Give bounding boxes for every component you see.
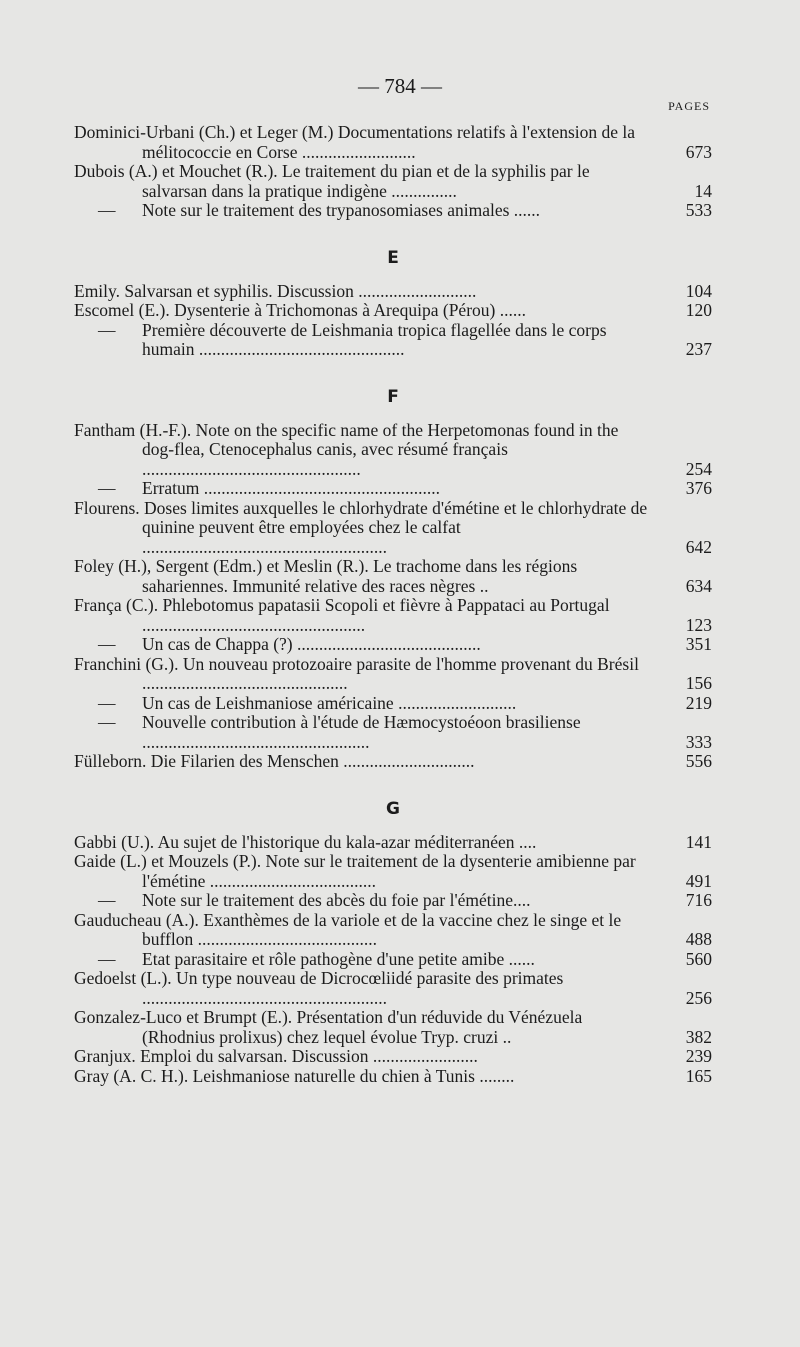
section-letter-heading: G [386,798,400,819]
index-entry-continuation [74,635,712,655]
index-entry [74,596,712,635]
entry-text: Gedoelst (L.). Un type nouveau de Dicrocœliidé parasite des primates ........................................................ [74,968,564,1008]
entry-text: — Erratum ...................................................... [98,478,440,498]
index-entry [74,301,712,321]
index-entry [74,911,712,950]
section-letter-heading: F [387,386,399,407]
index-entry-continuation [74,201,712,221]
entry-text: — Etat parasitaire et rôle pathogène d'une petite amibe ...... [98,948,535,969]
entry-text: Escomel (E.). Dysenterie à Trichomonas à Arequipa (Pérou) ...... [74,300,526,320]
index-entry [74,282,712,302]
index-entry [74,969,712,1008]
entry-text: Dominici-Urbani (Ch.) et Leger (M.) Documentations relatifs à l'extension de la mélitococcie en Corse .......................... [74,122,636,162]
entry-text: Franchini (G.). Un nouveau protozoaire parasite de l'homme provenant du Brésil ............................................... [74,653,639,693]
entry-page: 673 [685,141,712,162]
index-entry-continuation [74,891,712,911]
entry-page: 382 [685,1026,712,1047]
section-letter-heading: E [387,247,399,268]
entry-text: Flourens. Doses limites auxquelles le chlorhydrate d'émétine et le chlorhydrate de quinine peuvent être employées chez le calfat ........................................................ [74,497,648,557]
entry-page: 642 [685,536,712,557]
entry-page: 376 [685,478,712,498]
index-section-e [74,243,712,360]
entry-page: 120 [685,300,712,320]
entry-text: Foley (H.), Sergent (Edm.) et Meslin (R.). Le trachome dans les régions sahariennes. Immunité relative des races nègres .. [74,556,578,596]
entry-page: 156 [685,673,712,693]
entry-text: Gabbi (U.). Au sujet de l'historique du kala-azar méditerranéen .... [74,831,537,852]
entry-page: 488 [685,929,712,949]
entry-text: Gray (A. C. H.). Leishmaniose naturelle du chien à Tunis ........ [74,1065,515,1086]
entry-text: — Nouvelle contribution à l'étude de Hæmocystoéoon brasiliense .................................................... [98,712,581,752]
index-entry [74,1008,712,1047]
index-entry-continuation [74,713,712,752]
entry-text: — Note sur le traitement des trypanosomiases animales ...... [98,200,541,220]
entry-text: França (C.). Phlebotomus papatasii Scopoli et fièvre à Pappataci au Portugal ................................................... [74,595,610,635]
entry-text: — Un cas de Leishmaniose américaine ........................... [98,692,517,713]
entry-page: 491 [685,870,712,891]
index-entry-continuation [74,479,712,499]
entry-text: Fantham (H.-F.). Note on the specific name of the Herpetomonas found in the dog-flea, Ctenocephalus canis, avec résumé français .................................................. [74,419,619,479]
entry-page: 533 [685,200,712,220]
entry-text: Gaide (L.) et Mouzels (P.). Note sur le traitement de la dysenterie amibienne par l'émétine ...................................... [74,851,636,891]
entry-text: — Note sur le traitement des abcès du foie par l'émétine.... [98,890,531,910]
pages-column-label: PAGES [668,99,710,113]
index-entry-continuation [74,321,712,360]
entry-page: 14 [694,180,712,201]
entry-page: 141 [685,831,712,852]
index-entry [74,162,712,201]
index-entry [74,557,712,596]
index-entry [74,123,712,162]
entry-text: Fülleborn. Die Filarien des Menschen .............................. [74,751,475,771]
entry-text: Dubois (A.) et Mouchet (R.). Le traitement du pian et de la syphilis par le salvarsan dans la pratique indigène ............... [74,161,590,201]
entry-page: 351 [685,634,712,654]
entry-page: 104 [685,280,712,301]
entry-text: — Un cas de Chappa (?) .......................................... [98,634,481,654]
index-section-d [74,123,712,221]
entry-page: 716 [685,890,712,910]
entry-page: 165 [685,1065,712,1086]
index-entry [74,655,712,694]
entry-text: Gonzalez-Luco et Brumpt (E.). Présentation d'un réduvide du Vénézuela (Rhodnius prolixus) chez lequel évolue Tryp. cruzi .. [74,1007,583,1047]
index-entry-continuation [74,950,712,970]
entry-page: 123 [685,614,712,635]
entry-page: 239 [685,1046,712,1066]
entry-page: 219 [685,692,712,713]
page-number: — 784 — [358,74,442,98]
entry-page: 556 [685,751,712,771]
entry-text: Granjux. Emploi du salvarsan. Discussion ........................ [74,1046,478,1066]
index-entry [74,1047,712,1067]
entry-page: 254 [685,458,712,479]
index-section-f [74,382,712,772]
entry-text: Emily. Salvarsan et syphilis. Discussion ........................... [74,280,477,301]
index-section-g [74,794,712,1087]
index-entry [74,833,712,853]
entry-text: — Première découverte de Leishmania tropica flagellée dans le corps humain ............................................... [98,319,607,359]
entry-page: 634 [685,575,712,596]
entry-page: 333 [685,731,712,752]
entry-text: Gauducheau (A.). Exanthèmes de la variole et de la vaccine chez le singe et le bufflon ......................................... [74,909,622,949]
index-entry [74,852,712,891]
author-index [74,123,712,1108]
entry-page: 256 [685,987,712,1008]
index-entry [74,421,712,480]
index-entry [74,752,712,772]
index-entry [74,499,712,558]
entry-page: 237 [685,339,712,359]
index-entry-continuation [74,694,712,714]
index-entry [74,1067,712,1087]
entry-page: 560 [685,948,712,969]
